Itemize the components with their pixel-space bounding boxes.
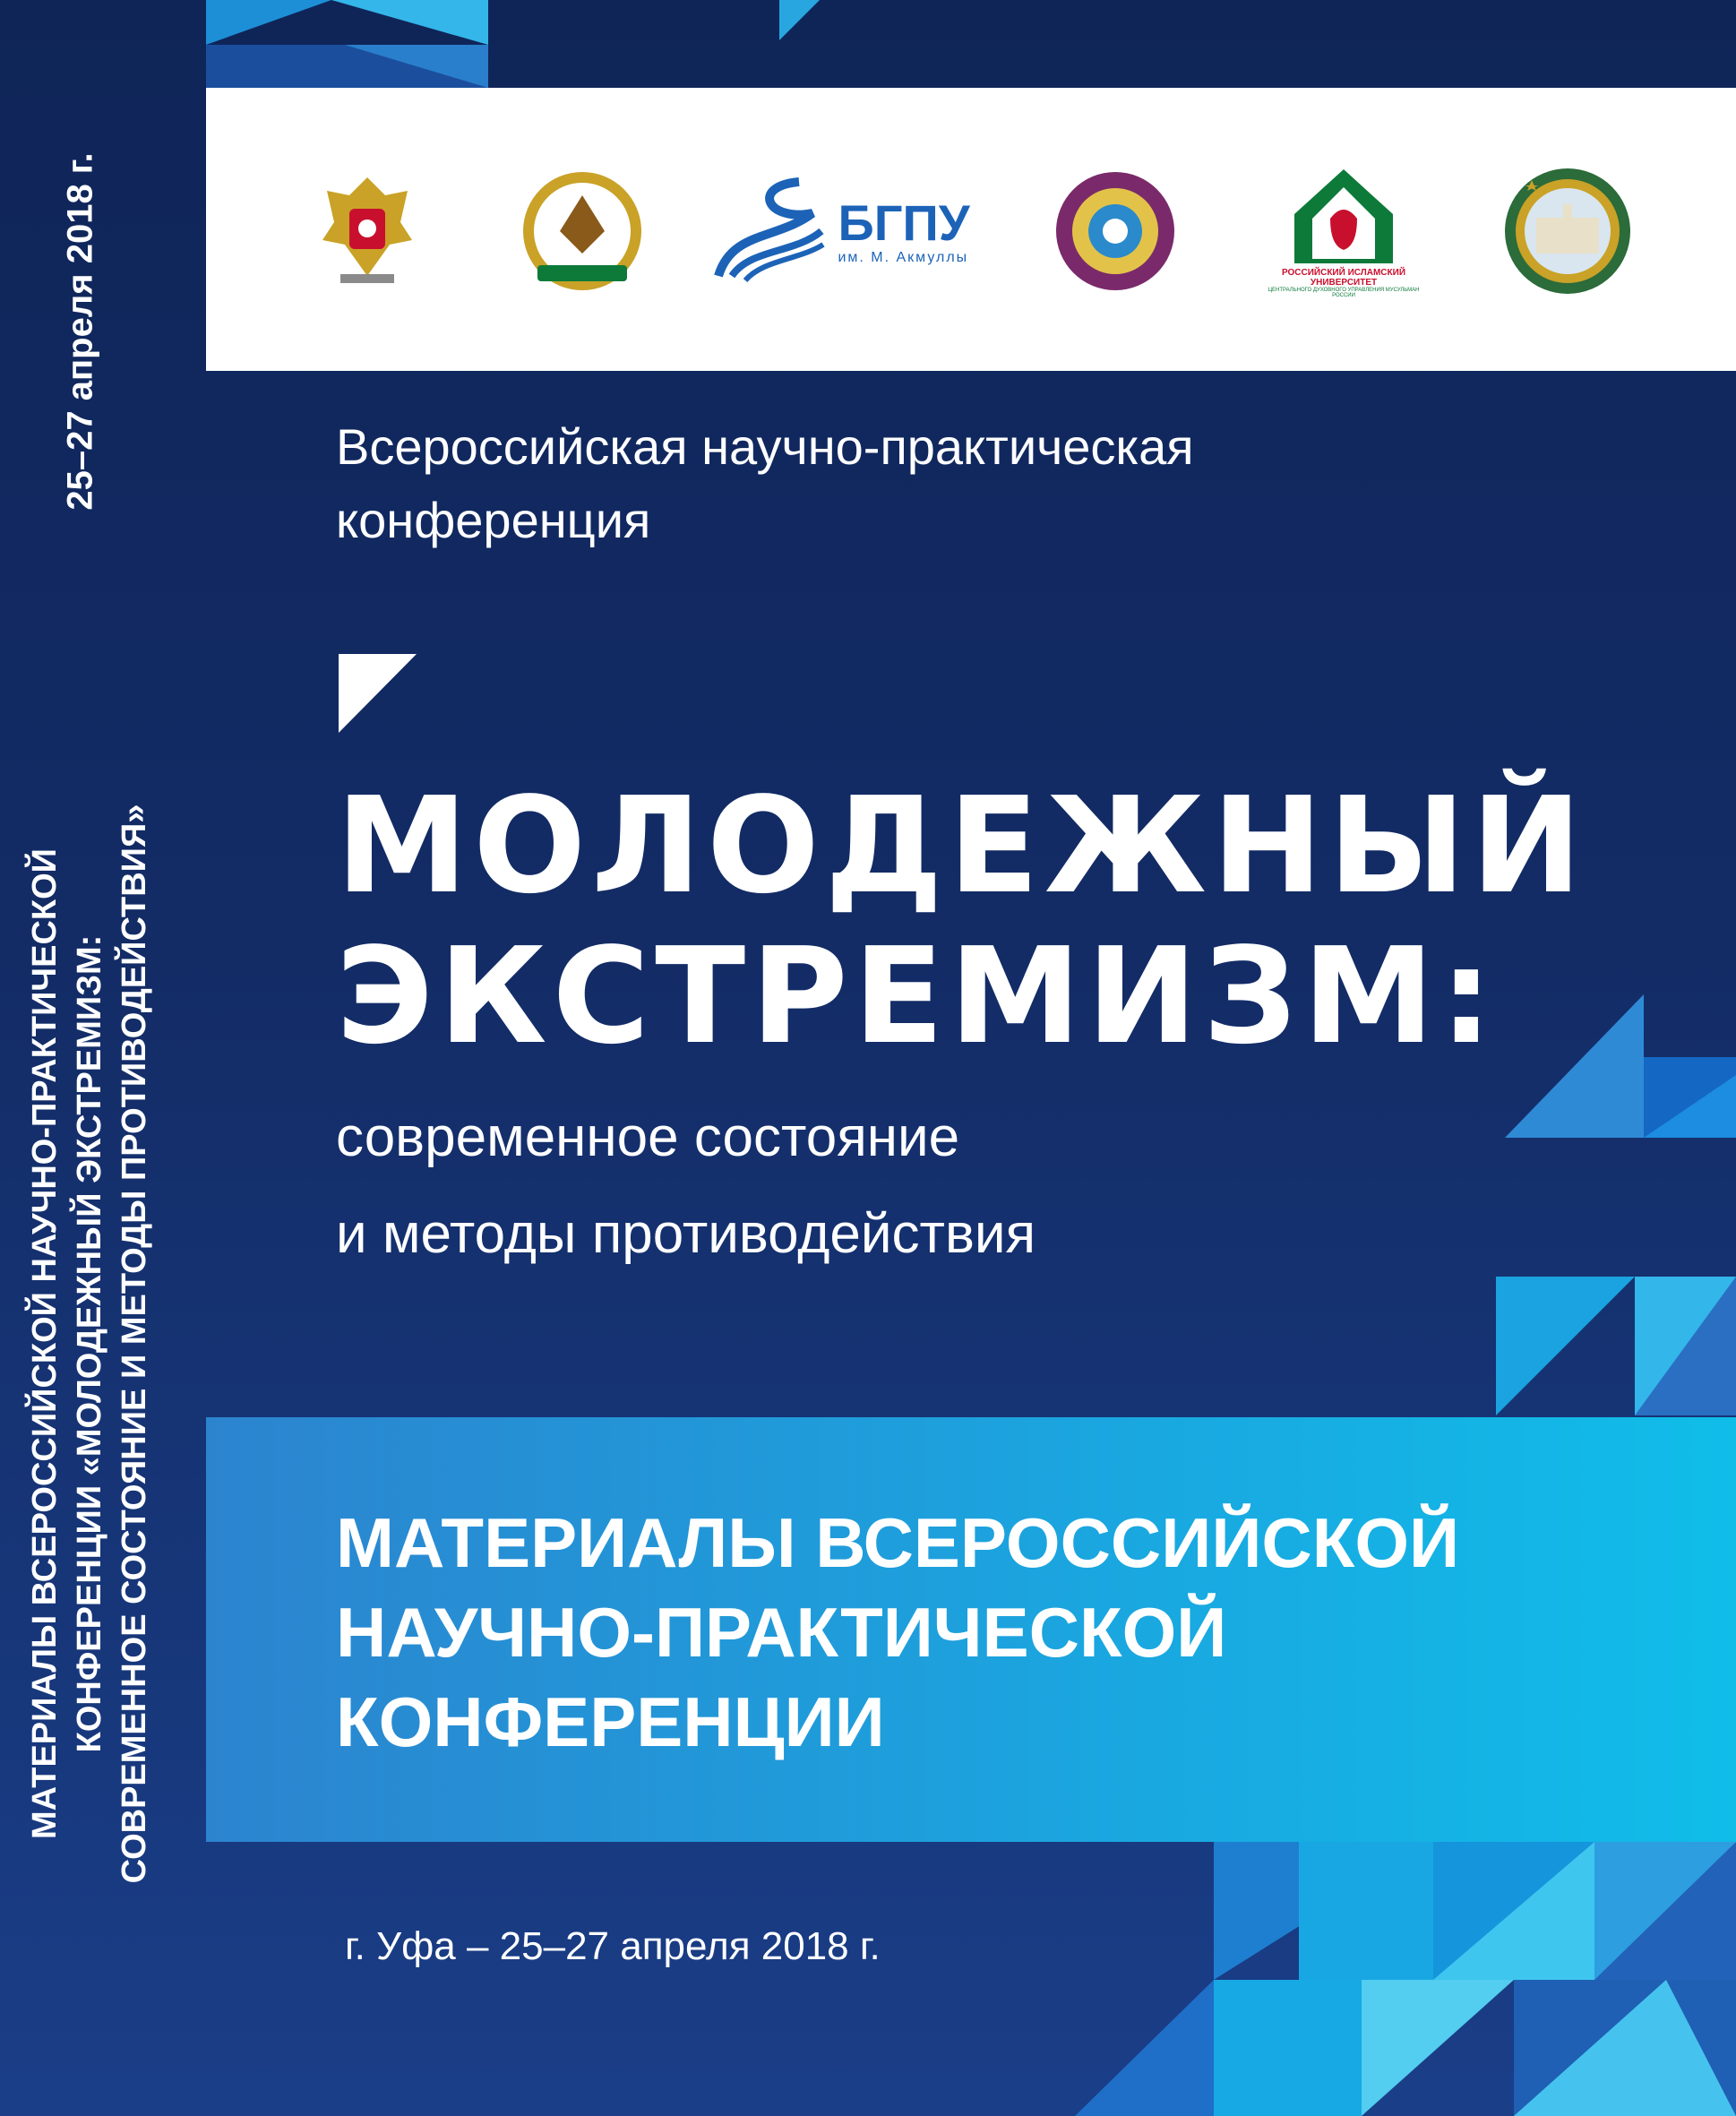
spine-date: 25–27 апреля 2018 г. <box>60 152 100 511</box>
conference-type: Всероссийская научно-практическая конференция <box>336 418 1194 548</box>
logo-band <box>206 88 1736 371</box>
riu-subname: ЦЕНТРАЛЬНОГО ДУХОВНОГО УПРАВЛЕНИЯ МУСУЛЬМАН РОССИИ <box>1268 287 1420 298</box>
riu-name: РОССИЙСКИЙ ИСЛАМСКИЙ УНИВЕРСИТЕТ <box>1281 267 1406 288</box>
materials-title: МАТЕРИАЛЫ ВСЕРОССИЙСКОЙ НАУЧНО-ПРАКТИЧЕСКОЙ КОНФЕРЕНЦИИ <box>336 1503 1460 1761</box>
spine-title-line: МАТЕРИАЛЫ ВСЕРОССИЙСКОЙ НАУЧНО-ПРАКТИЧЕСКОЙ <box>26 848 64 1839</box>
ministry-emblem-icon <box>314 133 421 330</box>
bgpu-name: БГПУ <box>838 194 970 251</box>
subtitle: современное состояние и методы противодействия <box>336 1106 1036 1265</box>
riu-emblem-icon <box>1285 165 1402 268</box>
bgpu-logo <box>694 133 990 330</box>
building-emblem-icon <box>1496 133 1639 330</box>
bashkortostan-emblem-icon <box>515 133 649 330</box>
place-date: г. Уфа – 25–27 апреля 2018 г. <box>345 1924 881 1968</box>
riu-logo <box>1259 133 1429 330</box>
spine-title <box>18 681 161 2007</box>
main-title-line: МОЛОДЕЖНЫЙ <box>336 769 1587 923</box>
spine-title-line: СОВРЕМЕННОЕ СОСТОЯНИЕ И МЕТОДЫ ПРОТИВОДЕЙСТВИЯ» <box>116 804 153 1884</box>
spine-title-line: КОНФЕРЕНЦИИ «МОЛОДЕЖНЫЙ ЭКСТРЕМИЗМ: <box>71 934 108 1753</box>
bgpu-subname: им. М. Акмуллы <box>838 250 969 265</box>
main-title-line: ЭКСТРЕМИЗМ: <box>336 919 1499 1073</box>
ornament-emblem-icon <box>1053 133 1178 330</box>
bgpu-wave-icon <box>714 177 830 285</box>
materials-band <box>206 1417 1736 1842</box>
main-title <box>336 770 1635 1071</box>
